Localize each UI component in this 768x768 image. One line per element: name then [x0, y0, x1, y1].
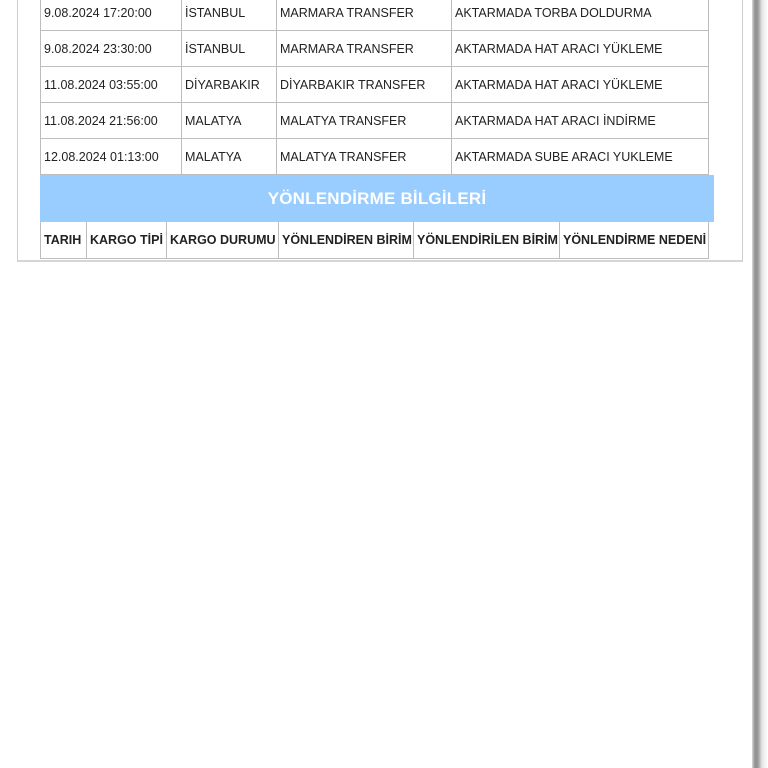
- column-header-date: TARIH: [41, 222, 87, 259]
- movement-date: 9.08.2024 23:30:00: [41, 31, 182, 67]
- movement-unit: MALATYA TRANSFER: [277, 103, 452, 139]
- movement-history-table: [40, 0, 709, 175]
- table-row: [41, 31, 709, 67]
- movement-unit: DİYARBAKIR TRANSFER: [277, 67, 452, 103]
- table-row: [41, 67, 709, 103]
- table-header-row: [41, 222, 709, 259]
- table-row: [41, 139, 709, 175]
- table-row: [41, 103, 709, 139]
- movement-date: 12.08.2024 01:13:00: [41, 139, 182, 175]
- movement-action: AKTARMADA HAT ARACI YÜKLEME: [452, 67, 709, 103]
- movement-date: 11.08.2024 21:56:00: [41, 103, 182, 139]
- movement-unit: MALATYA TRANSFER: [277, 139, 452, 175]
- column-header-redirecting-unit: YÖNLENDİREN BİRİM: [279, 222, 414, 259]
- movement-action: AKTARMADA SUBE ARACI YUKLEME: [452, 139, 709, 175]
- movement-action: AKTARMADA HAT ARACI YÜKLEME: [452, 31, 709, 67]
- movement-unit: MARMARA TRANSFER: [277, 31, 452, 67]
- movement-city: DİYARBAKIR: [182, 67, 277, 103]
- column-header-redirect-reason: YÖNLENDİRME NEDENİ: [560, 222, 709, 259]
- movement-city: İSTANBUL: [182, 0, 277, 31]
- movement-city: MALATYA: [182, 139, 277, 175]
- movement-city: İSTANBUL: [182, 31, 277, 67]
- movement-city: MALATYA: [182, 103, 277, 139]
- movement-unit: MARMARA TRANSFER: [277, 0, 452, 31]
- table-row: [41, 0, 709, 31]
- page-edge-shadow: [752, 0, 768, 768]
- movement-date: 11.08.2024 03:55:00: [41, 67, 182, 103]
- movement-action: AKTARMADA TORBA DOLDURMA: [452, 0, 709, 31]
- column-header-cargo-type: KARGO TİPİ: [87, 222, 167, 259]
- redirect-section-title: YÖNLENDİRME BİLGİLERİ: [40, 175, 714, 222]
- movement-action: AKTARMADA HAT ARACI İNDİRME: [452, 103, 709, 139]
- redirect-info-table: [40, 222, 709, 259]
- column-header-cargo-status: KARGO DURUMU: [167, 222, 279, 259]
- column-header-redirected-unit: YÖNLENDİRİLEN BİRİM: [414, 222, 560, 259]
- movement-date: 9.08.2024 17:20:00: [41, 0, 182, 31]
